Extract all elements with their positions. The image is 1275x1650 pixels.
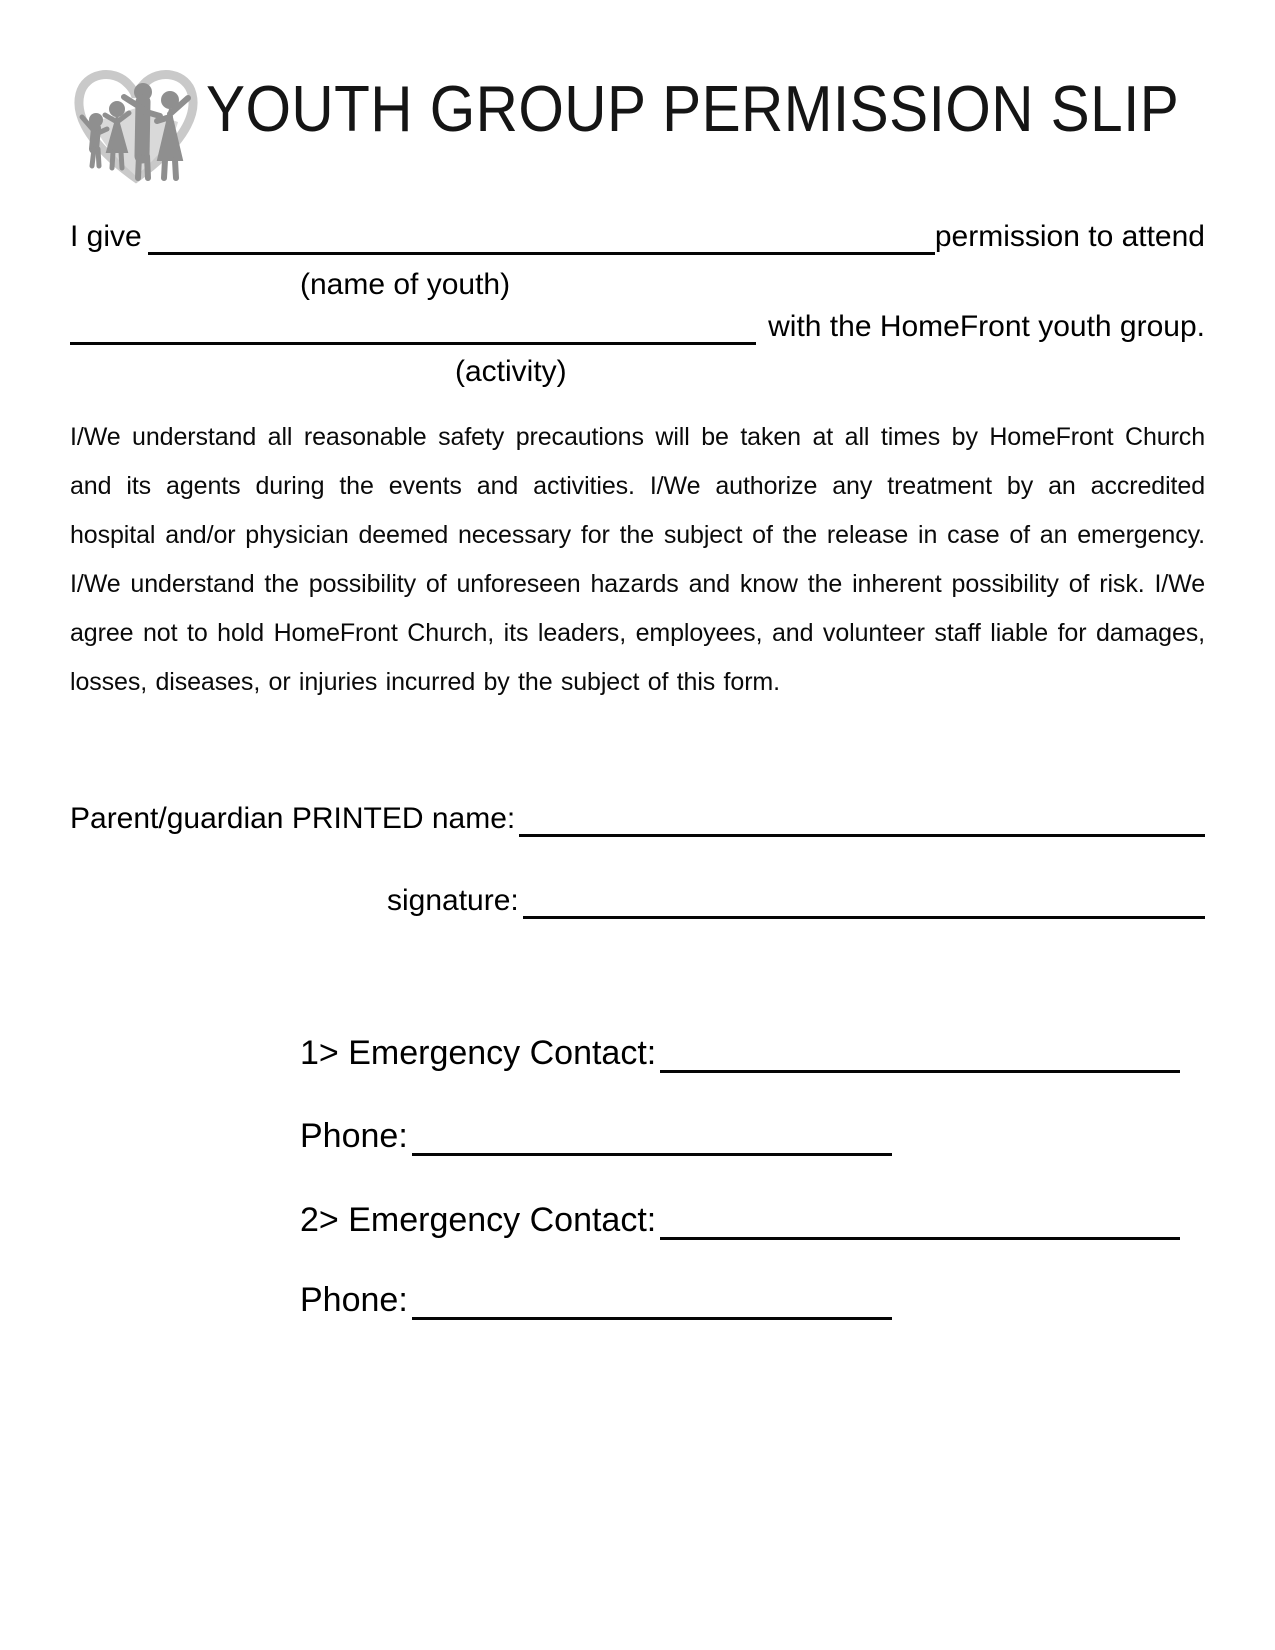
page-title: YOUTH GROUP PERMISSION SLIP [206, 72, 1180, 145]
with-group-text: with the HomeFront youth group. [768, 310, 1205, 343]
family-heart-logo [66, 55, 206, 189]
printed-name-label: Parent/guardian PRINTED name: [70, 802, 516, 835]
give-prefix-text: I give [70, 220, 142, 253]
phone-1-label: Phone: [300, 1117, 408, 1155]
signature-blank [523, 914, 1205, 919]
activity-line [70, 310, 1205, 345]
emergency-contact-2-line [300, 1201, 1180, 1240]
youth-name-blank [148, 250, 935, 255]
emergency-contact-1-line [300, 1034, 1180, 1073]
name-of-youth-caption: (name of youth) [300, 268, 511, 301]
printed-name-line [70, 802, 1205, 837]
printed-name-blank [519, 832, 1205, 837]
phone-1-blank [412, 1151, 892, 1156]
activity-blank [70, 340, 756, 345]
permission-to-attend-text: permission to attend [934, 220, 1205, 253]
release-paragraph: I/We understand all reasonable safety precautions will be taken at all times by HomeFront Church and its agents during the events and activities. I/We authorize any treatment by an accredited hospital and/or physician deemed necessary for the subject of the release in case of an emergency. I/We understand the possibility of unforeseen hazards and know the inherent possibility of risk. I/We agree not to hold HomeFront Church, its leaders, employees, and volunteer staff liable for damages, losses, diseases, or injuries incurred by the subject of this form. [70, 423, 1205, 696]
signature-line [387, 884, 1205, 919]
phone-2-blank [412, 1315, 892, 1320]
emergency-contact-2-blank [660, 1235, 1180, 1240]
signature-label: signature: [387, 884, 519, 917]
emergency-contact-1-blank [660, 1068, 1180, 1073]
phone-2-line [300, 1281, 1180, 1320]
give-line [70, 220, 1205, 255]
phone-1-line [300, 1117, 1180, 1156]
phone-2-label: Phone: [300, 1281, 408, 1319]
activity-caption: (activity) [455, 355, 567, 388]
emergency-contact-1-label: 1> Emergency Contact: [300, 1034, 657, 1072]
emergency-contact-2-label: 2> Emergency Contact: [300, 1201, 657, 1239]
